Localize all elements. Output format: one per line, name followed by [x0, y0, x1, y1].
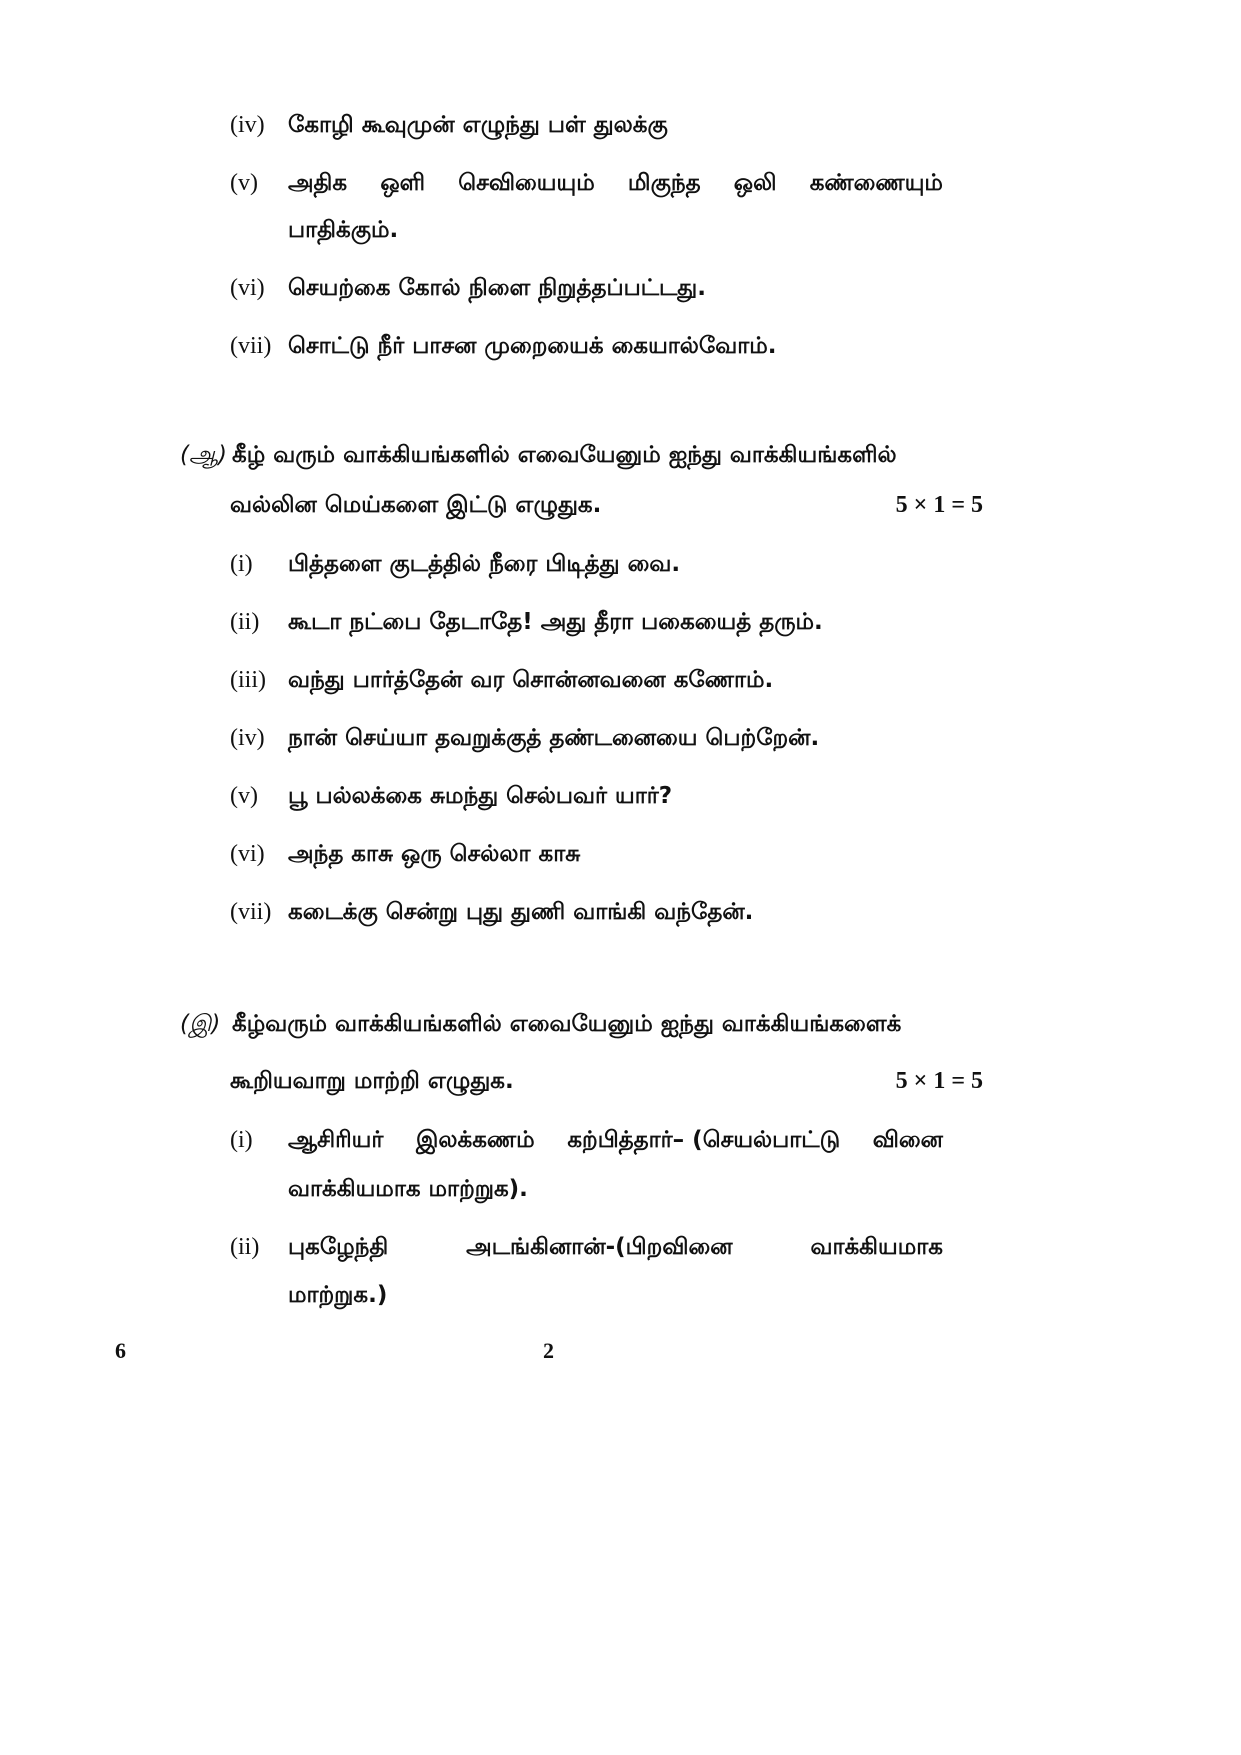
- item-number: (i): [230, 551, 253, 577]
- word: இலக்கணம்: [416, 1127, 535, 1153]
- footer-code: 6: [115, 1338, 126, 1363]
- item-text: வாக்கியமாக மாற்றுக).: [288, 1176, 528, 1202]
- item-number: (ii): [230, 609, 260, 635]
- item-text: அந்த காசு ஒரு செல்லா காசு: [288, 841, 581, 867]
- word: அதிக: [288, 170, 348, 196]
- item-text-justified: [288, 166, 943, 200]
- item-text-justified: [288, 1123, 943, 1157]
- word: ஆசிரியர்: [288, 1127, 384, 1153]
- item-text-justified: [288, 1230, 943, 1264]
- word: ஒளி: [380, 170, 426, 196]
- marks: 5 × 1 = 5: [895, 492, 983, 518]
- word: ஒலி: [733, 170, 777, 196]
- question-label: (இ): [180, 1011, 221, 1037]
- word: புகழேந்தி: [288, 1234, 389, 1260]
- question-label: (ஆ): [180, 442, 228, 468]
- item-number: (vi): [230, 275, 265, 301]
- item-text: கூடா நட்பை தேடாதே! அது தீரா பகையைத் தரும்.: [288, 609, 823, 635]
- item-number: (iii): [230, 667, 266, 693]
- word: அடங்கினான்-(பிறவினை: [466, 1234, 733, 1260]
- word: மிகுந்த: [627, 170, 701, 196]
- item-number: (v): [230, 783, 258, 809]
- item-text: செயற்கை கோல் நிளை நிறுத்தப்பட்டது.: [288, 275, 706, 301]
- item-text: பாதிக்கும்.: [288, 217, 399, 243]
- question-text: வல்லின மெய்களை இட்டு எழுதுக.: [230, 492, 602, 518]
- item-number: (ii): [230, 1234, 260, 1260]
- word: கண்ணையும்: [809, 170, 943, 196]
- item-text: மாற்றுக.): [288, 1282, 388, 1308]
- page-number: 2: [543, 1338, 554, 1363]
- word: கற்பித்தார்– (செயல்பாட்டு: [567, 1127, 841, 1153]
- item-text: வந்து பார்த்தேன் வர சொன்னவனை கணோம்.: [288, 667, 774, 693]
- item-number: (iv): [230, 725, 265, 751]
- word: செவியையும்: [458, 170, 595, 196]
- item-number: (iv): [230, 112, 265, 138]
- question-text: கூறியவாறு மாற்றி எழுதுக.: [230, 1068, 514, 1094]
- question-text: கீழ் வரும் வாக்கியங்களில் எவையேனும் ஐந்து வாக்கியங்களில்: [232, 442, 897, 468]
- question-text: கீழ்வரும் வாக்கியங்களில் எவையேனும் ஐந்து வாக்கியங்களைக்: [232, 1011, 902, 1037]
- item-number: (v): [230, 170, 258, 196]
- item-number: (vii): [230, 899, 272, 925]
- item-text: கடைக்கு சென்று புது துணி வாங்கி வந்தேன்.: [288, 899, 754, 925]
- item-number: (i): [230, 1127, 253, 1153]
- item-text: கோழி கூவுமுன் எழுந்து பள் துலக்கு: [288, 112, 668, 138]
- word: வினை: [872, 1127, 943, 1153]
- item-text: பூ பல்லக்கை சுமந்து செல்பவர் யார்?: [288, 783, 673, 809]
- item-text: பித்தளை குடத்தில் நீரை பிடித்து வை.: [288, 551, 681, 577]
- item-number: (vii): [230, 333, 272, 359]
- word: வாக்கியமாக: [810, 1234, 943, 1260]
- item-number: (vi): [230, 841, 265, 867]
- marks: 5 × 1 = 5: [895, 1068, 983, 1094]
- item-text: நான் செய்யா தவறுக்குத் தண்டனையை பெற்றேன்.: [288, 725, 820, 751]
- item-text: சொட்டு நீர் பாசன முறையைக் கையால்வோம்.: [288, 333, 777, 359]
